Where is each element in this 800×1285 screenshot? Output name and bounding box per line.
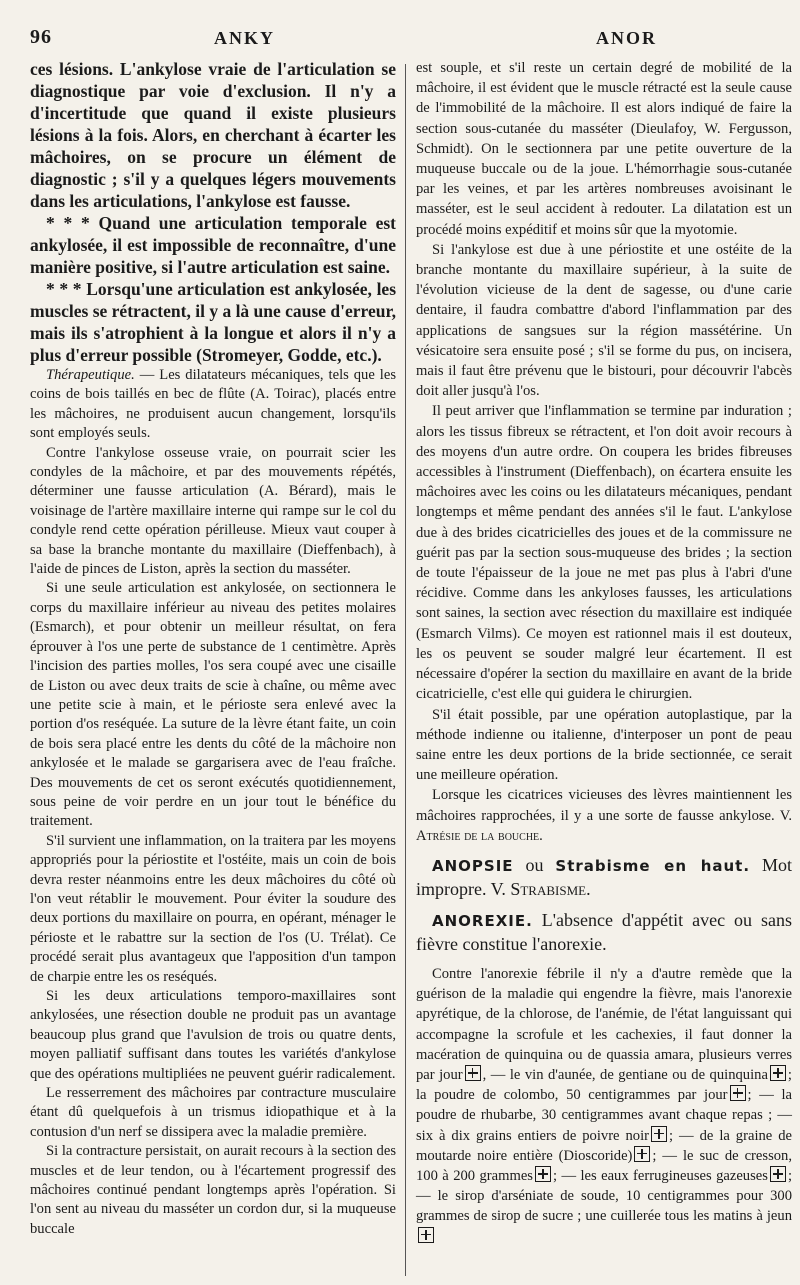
- section-label: Thérapeutique.: [46, 367, 135, 383]
- paragraph: [30, 366, 396, 444]
- paragraph: [416, 785, 792, 846]
- paragraph: [416, 964, 792, 1247]
- running-header: [30, 26, 786, 54]
- paragraph: [30, 212, 396, 278]
- paragraph: Si les deux articulations temporo-maxillaires sont ankylosées, une résection double ne produit pas un avantage beaucoup plus grand que l'avulsion de trois ou quatre dents, moyen palliatif suffisant dans toutes les variétés d'ankylose que des opérations multipliées ne peuvent guérir radicalement.: [30, 988, 396, 1082]
- left-column: [30, 58, 396, 1239]
- paragraph: Si une seule articulation est ankylosée, on sectionnera le corps du maxillaire inférieur au niveau des petites molaires (Esmarch), et pour obtenir un meilleur résultat, on fera éprouver à l'os une perte de substance de 1 centimètre. Après l'incision des parties molles, l'os sera coupé avec une cisaille de Liston ou avec deux traits de scie à chaîne, ou même avec une petite scie à main, et le périoste sera enlevé avec la portion d'os reséquée. La suture de la lèvre étant faite, un coin de bois sera placé entre les dents du côté de la mâchoire non ankylosée et le malade se gargarisera avec de l'eau fraîche. Des mouvements de cet os seront exécutés quotidiennement, sous peine de voir perdre en un jour tout le bénéfice du traitement.: [30, 580, 396, 830]
- paragraph: est souple, et s'il reste un certain degré de mobilité de la mâchoire, il est évident que le muscle rétracté est la seule cause de l'immobilité de la mâchoire. Il est alors indiqué de faire la section sous-cutanée du masséter (Dieulafoy, W. Fergusson, Schmidt). On le sectionnera par une petite ouverture de la muqueuse buccale ou de la joue. L'hémorrhagie sous-cutanée par les veines, et par les artères nombreuses avoisinant le masséter, est le seul accident à redouter. La dilatation est un procédé moins expéditif et moins sûr que la myotomie.: [416, 60, 792, 238]
- entry-alt-headword: Strabisme en haut.: [555, 856, 751, 875]
- paragraph: Si la contracture persistait, on aurait recours à la section des muscles et de leur tendon, ou à l'écartement progressif des mâchoires continué pendant longtemps après l'opération. Si l'on sent au niveau du masséter un cordon dur, si la muqueuse buccale: [30, 1143, 396, 1237]
- boxed-plus-icon: [730, 1085, 746, 1101]
- right-column: [416, 58, 792, 1247]
- paragraph-text: ; — le sirop d'arséniate de soude, 10 centigrammes pour 300 grammes de sirop de sucre ; une cuillerée tous les matins à jeun: [416, 1167, 793, 1225]
- paragraph: Le resserrement des mâchoires par contracture musculaire étant dû quelquefois à un trismus idiopathique et à la contusion d'un nerf se dissipera avec la maladie première.: [30, 1085, 396, 1140]
- boxed-plus-icon: [465, 1065, 481, 1081]
- boxed-plus-icon: [535, 1166, 551, 1182]
- boxed-plus-icon: [634, 1146, 650, 1162]
- paragraph-text: , — le vin d'aunée, de gentiane ou de quinquina: [482, 1066, 768, 1083]
- boxed-plus-icon: [418, 1227, 434, 1243]
- entry-headword: ANOPSIE: [432, 856, 514, 875]
- paragraph: Il peut arriver que l'inflammation se termine par induration ; alors les tissus fibreux se rétractent, et l'on doit avoir recours à des moyens d'un autre ordre. On coupera les brides fibreuses accessibles à l'instrument (Dieffenbach), on écartera ensuite les mâchoires avec les coins ou les dilatateurs mécaniques, pendant longtemps et même pendant des années s'il le faut. L'ankylose due à des brides cicatricielles des joues et de la commissure ne guérit pas par la section sous-muqueuse des brides ; la section de toute l'épaisseur de la joue ne met pas plus à l'abri d'une récidive. Comme dans les ankyloses fausses, les articulations sont saines, la section avec résection du maxillaire est indiquée (Esmarch Vilms). Ce moyen est rationnel mais il est douteux, les os peuvent se souder malgré leur écartement. Il est nécessaire d'opérer la section du maxillaire en avant de la bride cicatricielle, c'est elle qui guidera le chirurgien.: [416, 403, 792, 703]
- page-number: 96: [30, 26, 52, 48]
- right-running-head: ANOR: [596, 28, 657, 48]
- paragraph: ces lésions. L'ankylose vraie de l'articulation se diagnostique par voie d'exclusion. Il n'y a d'incertitude que quand il existe plusieurs lésions à la fois. Alors, en cherchant à écarter les mâchoires, on se procure un élément de diagnostic ; s'il y a quelques légers mouvements dans les articulations, l'ankylose est fausse.: [30, 59, 396, 211]
- paragraph-text: ; la poudre de colombo, 50 centigrammes par jour: [416, 1066, 792, 1104]
- cross-reference: Atrésie de la bouche.: [416, 827, 543, 844]
- asterism-icon: * * *: [46, 279, 82, 299]
- left-running-head: ANKY: [214, 28, 275, 48]
- paragraph-text: ; — le suc de cresson, 100 à 200 grammes: [416, 1147, 792, 1184]
- dictionary-entry: [416, 909, 792, 956]
- paragraph: [30, 278, 396, 366]
- entry-text: Mot impropre. V.: [416, 854, 792, 899]
- paragraph-text: ; — de la graine de moutarde noire entière (Dioscoride): [416, 1127, 793, 1164]
- column-divider: [405, 64, 406, 1276]
- paragraph-text: Quand une articulation temporale est ankylosée, il est impossible de reconnaître, d'une manière positive, si l'autre articulation est saine.: [30, 213, 396, 277]
- paragraph-text: — Les dilatateurs mécaniques, tels que les coins de bois taillés en bec de flûte (A. Toirac), placés entre les mâchoires, ne produisent aucun changement, lorsqu'ils sont employés seuls.: [30, 367, 396, 442]
- paragraph: S'il survient une inflammation, on la traitera par les moyens appropriés pour la périostite et l'ostéite, mais un coin de bois devra rester néanmoins entre les deux mâchoires du côté où l'on veut rétablir le mouvement. Pour éviter la soudure des deux portions du maxillaire on pourra, en opérant, ménager le périoste et le rabattre sur la section de l'os (U. Trélat). Ce procédé serait plus avantageux que l'apposition d'un tampon de charpie entre les os reséqués.: [30, 832, 396, 985]
- entry-headword: ANOREXIE.: [432, 911, 533, 930]
- paragraph: Si l'ankylose est due à une périostite et une ostéite de la branche montante du maxillaire supérieur, à la suite de l'évolution vicieuse de la dent de sagesse, ou d'une carie dentaire, il faudra combattre d'abord l'inflammation par des applications de sangsues sur la région massétérine. Un vésicatoire sera ensuite posé ; s'il se forme du pus, on incisera, mais il faut être prévenu que le bistouri, pour découvrir l'abcès doit aller jusqu'à l'os.: [416, 241, 792, 400]
- paragraph-text: Lorsqu'une articulation est ankylosée, les muscles se rétractent, il y a là une cause d'erreur, mais ils s'atrophient à la longue et alors il n'y a plus d'erreur possible (Stromeyer, Godde, etc.).: [30, 279, 397, 365]
- cross-reference: Strabisme.: [510, 878, 591, 899]
- entry-text: L'absence d'appétit avec ou sans fièvre constitue l'anorexie.: [416, 909, 792, 954]
- paragraph-text: Lorsque les cicatrices vicieuses des lèvres maintiennent les mâchoires rapprochées, il y a une sorte de fausse ankylose. V.: [416, 787, 792, 824]
- paragraph: Contre l'ankylose osseuse vraie, on pourrait scier les condyles de la mâchoire, et par des mouvements répétés, déterminer une fausse articulation (A. Bérard), mais le voisinage de l'artère maxillaire interne qui rampe sur le col du condyle rend cette opération périlleuse. Mieux vaut couper à sa base la branche montante du maxillaire (Dieffenbach), à l'aide de pinces de Liston, après la section du masséter.: [30, 444, 396, 578]
- paragraph-text: ; — la poudre de rhubarbe, 30 centigrammes avant chaque repas ; — six à dix grains entiers de poivre noir: [416, 1087, 792, 1144]
- paragraph-text: Contre l'anorexie fébrile il n'y a d'autre remède que la guérison de la maladie qui engendre la fièvre, mais l'anorexie apyrétique, de la chlorose, de l'anémie, de l'état languissant qui accompagne la scrofule et les cachexies, il faut donner la macération de quinquina ou de quassia amara, plusieurs verres par jour: [416, 965, 792, 1083]
- entry-connector: ou: [513, 854, 556, 875]
- boxed-plus-icon: [770, 1065, 786, 1081]
- asterism-icon: * * *: [46, 213, 90, 233]
- boxed-plus-icon: [770, 1166, 786, 1182]
- paragraph-text: ; — les eaux ferrugineuses gazeuses: [553, 1167, 768, 1184]
- boxed-plus-icon: [651, 1126, 667, 1142]
- paragraph: S'il était possible, par une opération autoplastique, par la méthode indienne ou italienne, d'interposer un pont de peau saine entre les deux portions de la bride sectionnée, ce serait une meilleure opération.: [416, 706, 792, 784]
- dictionary-entry: [416, 854, 792, 901]
